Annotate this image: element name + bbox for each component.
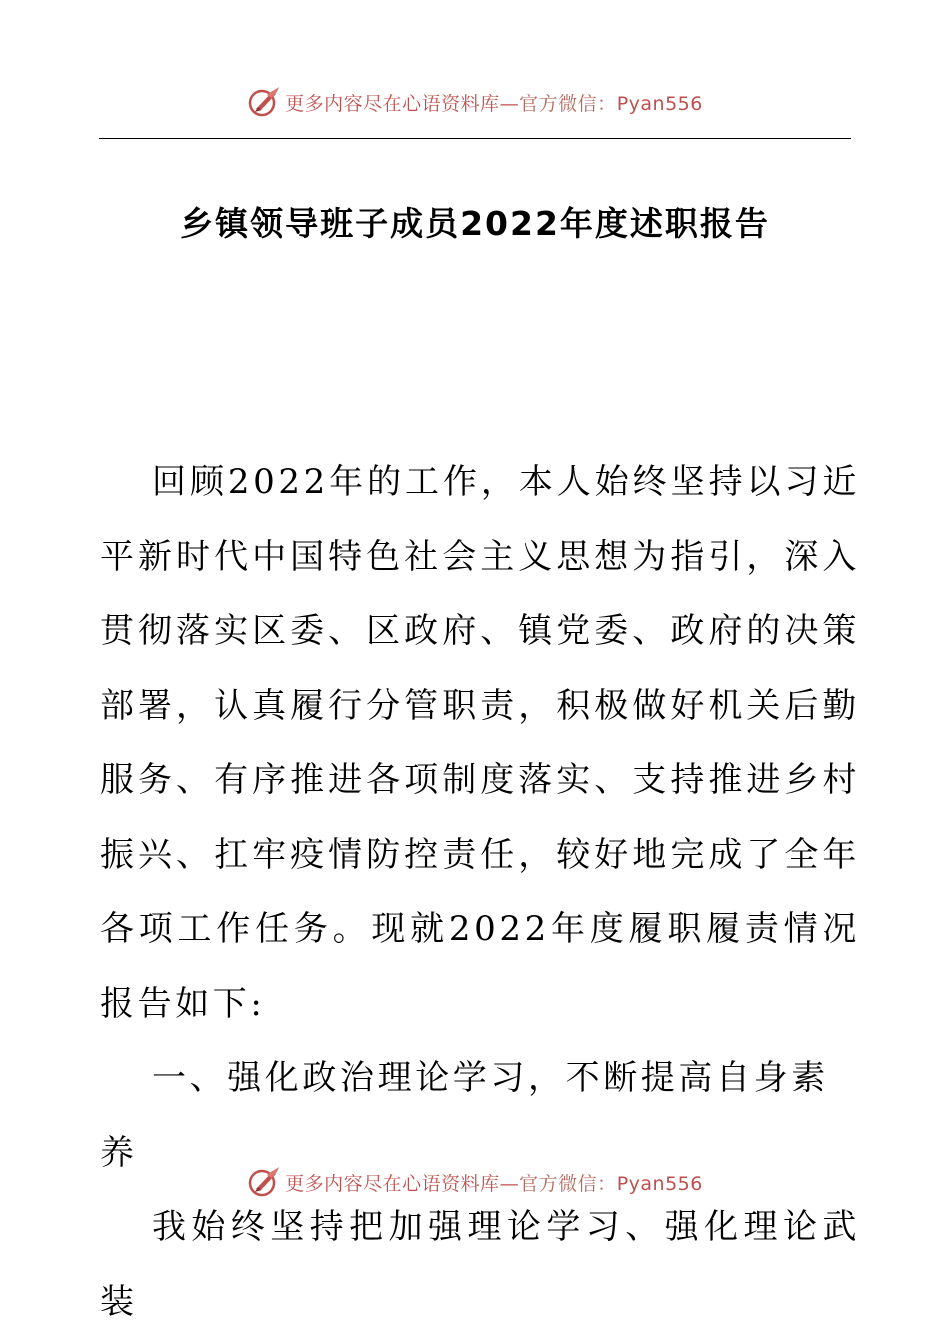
- watermark-separator: —: [499, 92, 520, 115]
- header-divider: [99, 138, 851, 139]
- watermark-text: [285, 1169, 703, 1196]
- watermark-label: 官方微信：: [519, 92, 617, 115]
- watermark-text: [285, 89, 703, 116]
- watermark-separator: —: [499, 1172, 520, 1195]
- intro-paragraph: 回顾2022年的工作，本人始终坚持以习近平新时代中国特色社会主义思想为指引，深入贯彻落实区委、区政府、镇党委、政府的决策部署，认真履行分管职责，积极做好机关后勤服务、有序推进各项制度落实、支持推进乡村振兴、扛牢疫情防控责任，较好地完成了全年各项工作任务。现就2022年度履职履责情况报告如下:: [100, 462, 860, 1024]
- watermark-wechat-id: Pyan556: [616, 1172, 703, 1195]
- watermark-label: 官方微信：: [519, 1172, 617, 1195]
- header-watermark: [0, 82, 950, 122]
- document-title: 乡镇领导班子成员2022年度述职报告: [180, 204, 770, 243]
- quill-logo-icon: [247, 85, 281, 119]
- section-paragraph: 我始终坚持把加强理论学习、强化理论武装: [100, 1207, 860, 1322]
- quill-logo-icon: [247, 1165, 281, 1199]
- watermark-main-text: 更多内容尽在心语资料库: [285, 1172, 500, 1195]
- document-body: [100, 445, 860, 1339]
- watermark-wechat-id: Pyan556: [616, 92, 703, 115]
- footer-watermark: [0, 1162, 950, 1202]
- section-heading: 一、强化政治理论学习，不断提高自身素养: [100, 1058, 829, 1173]
- watermark-main-text: 更多内容尽在心语资料库: [285, 92, 500, 115]
